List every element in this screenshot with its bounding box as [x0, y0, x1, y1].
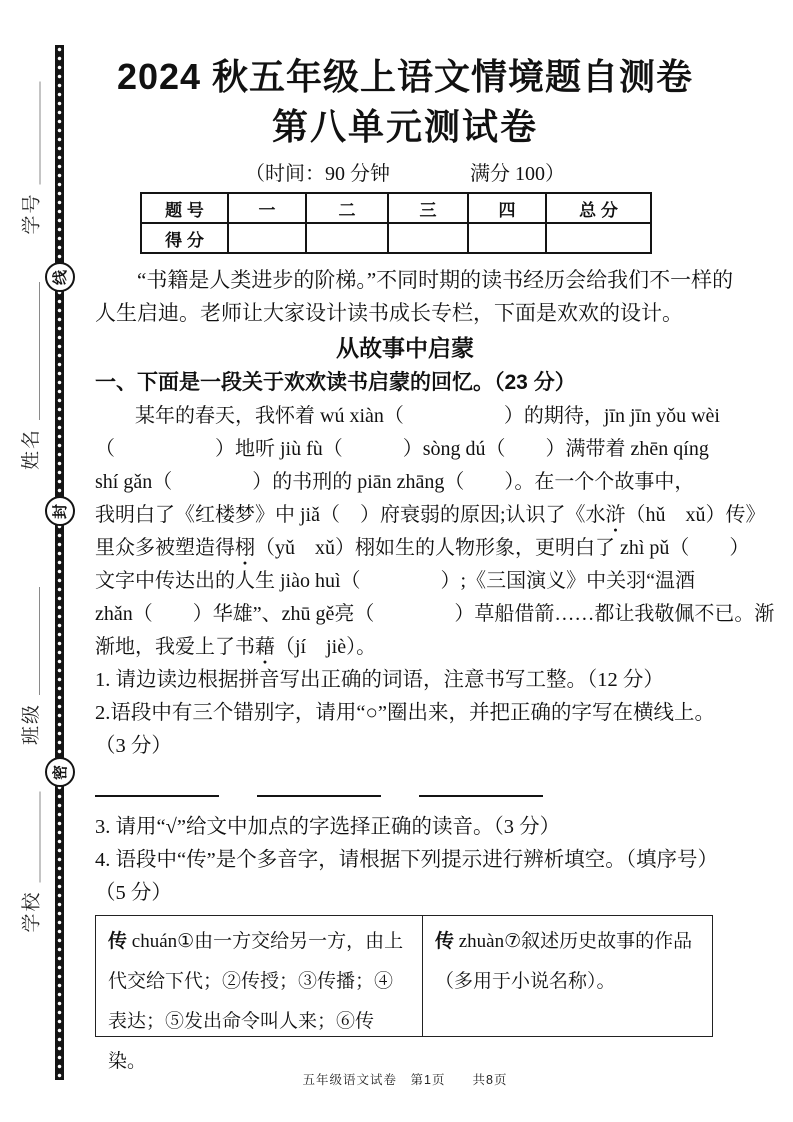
polyphone-chuan-cell [96, 916, 422, 1072]
school-blank-line [40, 792, 41, 883]
answer-blank-lines [95, 793, 715, 797]
class-label: 班级 [21, 702, 42, 745]
polyphone-hint-table [95, 915, 713, 1072]
column-heading: 从故事中启蒙 [336, 335, 474, 361]
student-name-field [15, 280, 45, 470]
passage-line: 我明白了《红楼梦》中 jiǎ（ ）府衰弱的原因;认识了《水浒 ●（hǔ xǔ）传》 [95, 499, 715, 532]
passage-line: 文字中传达出的人生 jiào huì（ ）;《三国演义》中关羽“温酒 [95, 570, 695, 592]
passage-line: 里众多被塑造得栩 ●（yǔ xǔ）栩如生的人物形象，更明白了 zhì pǔ（ ） [95, 532, 715, 565]
student-name-blank-line [39, 282, 40, 420]
chuan-character: 传 [108, 931, 128, 952]
question-3: 3. 请用“√”给文中加点的字选择正确的读音。（3 分） [95, 816, 561, 838]
zhuan-definition: zhuàn⑦叙述历史故事的作品（多用于小说名称）。 [434, 931, 693, 992]
passage-line: 渐地，我爱上了书藉 ●（jí jiè）。 [95, 631, 715, 664]
score-table-header-timu: 题 号 [141, 193, 228, 223]
answer-blank-1 [95, 793, 219, 797]
passage-line: 某年的春天，我怀着 wú xiàn（ ）的期待，jīn jīn yǒu wèi [95, 405, 720, 427]
passage-line: （ ）地听 jiù fù（ ）sòng dú（ ）满带着 zhēn qíng [95, 438, 709, 460]
intro-line-1: “书籍是人类进步的阶梯。”不同时期的读书经历会给我们不一样的 [95, 268, 734, 292]
score-cell-four [468, 223, 546, 253]
chuan-definition: chuán①由一方交给另一方，由上代交给下代；②传授；③传播；④表达；⑤发出命令叫人来；⑥传染。 [108, 931, 404, 1072]
zhuan-character: 传 [434, 931, 454, 952]
score-cell-one [228, 223, 306, 253]
score-cell-total [546, 223, 651, 253]
student-id-field [16, 80, 46, 235]
seal-char-mi: 密 [45, 757, 75, 787]
passage-line: shí gǎn（ ）的书刑的 piān zhāng（ ）。在一个个故事中， [95, 471, 695, 493]
score-cell-three [388, 223, 468, 253]
class-blank-line [39, 587, 40, 695]
passage-line: zhǎn（ ）华雄”、zhū gě亮（ ）草船借箭……都让我敬佩不已。渐 [95, 603, 775, 625]
student-id-label: 学号 [21, 192, 43, 235]
answer-blank-3 [419, 793, 543, 797]
score-table-header-four: 四 [468, 193, 546, 223]
page-title: 2024 秋五年级上语文情境题自测卷 [116, 56, 694, 97]
school-field [16, 790, 46, 933]
student-name-label: 姓名 [21, 427, 42, 470]
intro-line-2: 人生启迪。老师让大家设计读书成长专栏，下面是欢欢的设计。 [95, 301, 683, 325]
score-table-header-one: 一 [228, 193, 306, 223]
score-table-header-row [141, 193, 651, 223]
page-footer: 五年级语文试卷 第1页 共8页 [302, 1073, 508, 1087]
score-table-score-row [141, 223, 651, 253]
class-field [15, 585, 45, 745]
question-1: 1. 请边读边根据拼音写出正确的词语，注意书写工整。（12 分） [95, 669, 664, 691]
page-subtitle: 第八单元测试卷 [271, 106, 538, 147]
intro-paragraph [95, 264, 734, 330]
student-id-blank-line [40, 82, 41, 185]
score-cell-two [306, 223, 388, 253]
section-one-title: 一、下面是一段关于欢欢读书启蒙的回忆。（23 分） [95, 371, 576, 394]
score-table-header-two: 二 [306, 193, 388, 223]
reading-passage [95, 400, 775, 664]
question-2: 2.语段中有三个错别字，请用“○”圈出来，并把正确的字写在横线上。 [95, 702, 715, 724]
seal-char-xian: 线 [45, 262, 75, 292]
score-table-header-three: 三 [388, 193, 468, 223]
seal-char-feng: 封 [45, 496, 75, 526]
question-4: 4. 语段中“传”是个多音字，请根据下列提示进行辨析填空。（填序号） [95, 849, 718, 871]
question-4-points: （5 分） [95, 882, 172, 904]
main-content [95, 0, 775, 1122]
question-2-points: （3 分） [95, 735, 172, 757]
school-label: 学校 [21, 890, 43, 933]
score-table [140, 192, 652, 254]
exam-time-score-info: （时间：90 分钟 满分 100） [245, 163, 565, 185]
polyphone-zhuan-cell [422, 916, 712, 1036]
binding-dotted-line [55, 45, 64, 1080]
score-table-header-total: 总 分 [546, 193, 651, 223]
answer-blank-2 [257, 793, 381, 797]
score-row-label: 得 分 [141, 223, 228, 253]
